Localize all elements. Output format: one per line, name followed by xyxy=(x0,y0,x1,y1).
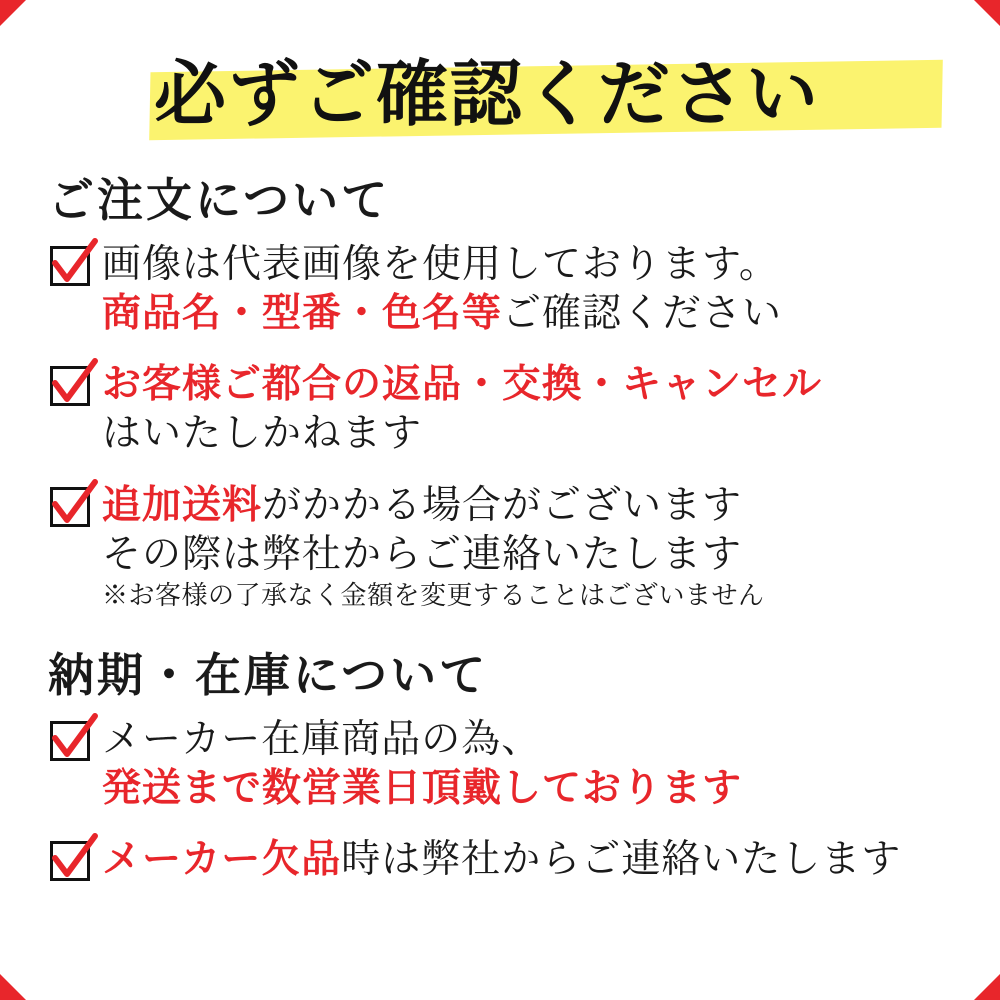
notice-item-text xyxy=(102,835,958,884)
notice-item xyxy=(42,481,958,613)
notice-text-black: ご確認ください xyxy=(502,292,783,336)
checkbox-icon xyxy=(50,246,90,286)
notice-text-red: 発送まで数営業日頂戴しております xyxy=(102,766,743,810)
page-title: 必ずご確認ください xyxy=(154,55,821,135)
notice-line xyxy=(102,292,782,335)
notice-item xyxy=(42,240,958,338)
notice-line xyxy=(102,243,779,286)
section-heading-orders: ご注文について xyxy=(48,175,391,226)
notice-item-text xyxy=(102,360,958,458)
notice-line xyxy=(102,412,422,455)
checkbox-icon xyxy=(50,366,90,406)
notice-line xyxy=(102,838,901,881)
notice-text-red: お客様ご都合の返品・交換・キャンセル xyxy=(102,363,823,407)
section-heading-delivery: 納期・在庫について xyxy=(48,649,489,701)
notice-line xyxy=(102,484,742,527)
notice-text-black: その際は弊社からご連絡いたします xyxy=(102,532,743,576)
notice-item xyxy=(42,715,958,813)
notice-line xyxy=(102,363,822,406)
notice-line xyxy=(102,718,541,761)
page-title-block xyxy=(42,40,958,148)
notice-footnote: ※お客様の了承なく金額を変更することはございません xyxy=(102,580,765,610)
notice-item-text xyxy=(102,240,958,338)
notice-text-red: 追加送料 xyxy=(102,483,263,527)
notice-item xyxy=(42,835,958,884)
notice-item-text xyxy=(102,481,958,613)
notice-text-black: 時は弊社からご連絡いたします xyxy=(341,837,902,881)
checkbox-icon xyxy=(50,721,90,761)
notice-text-black: メーカー在庫商品の為、 xyxy=(102,717,542,761)
notice-text-red: 商品名・型番・色名等 xyxy=(102,292,503,336)
notice-line xyxy=(102,533,742,576)
notice-text-black: がかかる場合がございます xyxy=(262,483,743,527)
notice-text-black: 画像は代表画像を使用しております。 xyxy=(102,243,779,286)
notice-text-black: はいたしかねます xyxy=(102,412,423,456)
notice-item xyxy=(42,360,958,458)
checkbox-icon xyxy=(50,487,90,527)
notice-item-text xyxy=(102,715,958,813)
notice-text-red: メーカー欠品 xyxy=(102,837,342,881)
checkbox-icon xyxy=(50,841,90,881)
notice-line xyxy=(102,767,742,810)
